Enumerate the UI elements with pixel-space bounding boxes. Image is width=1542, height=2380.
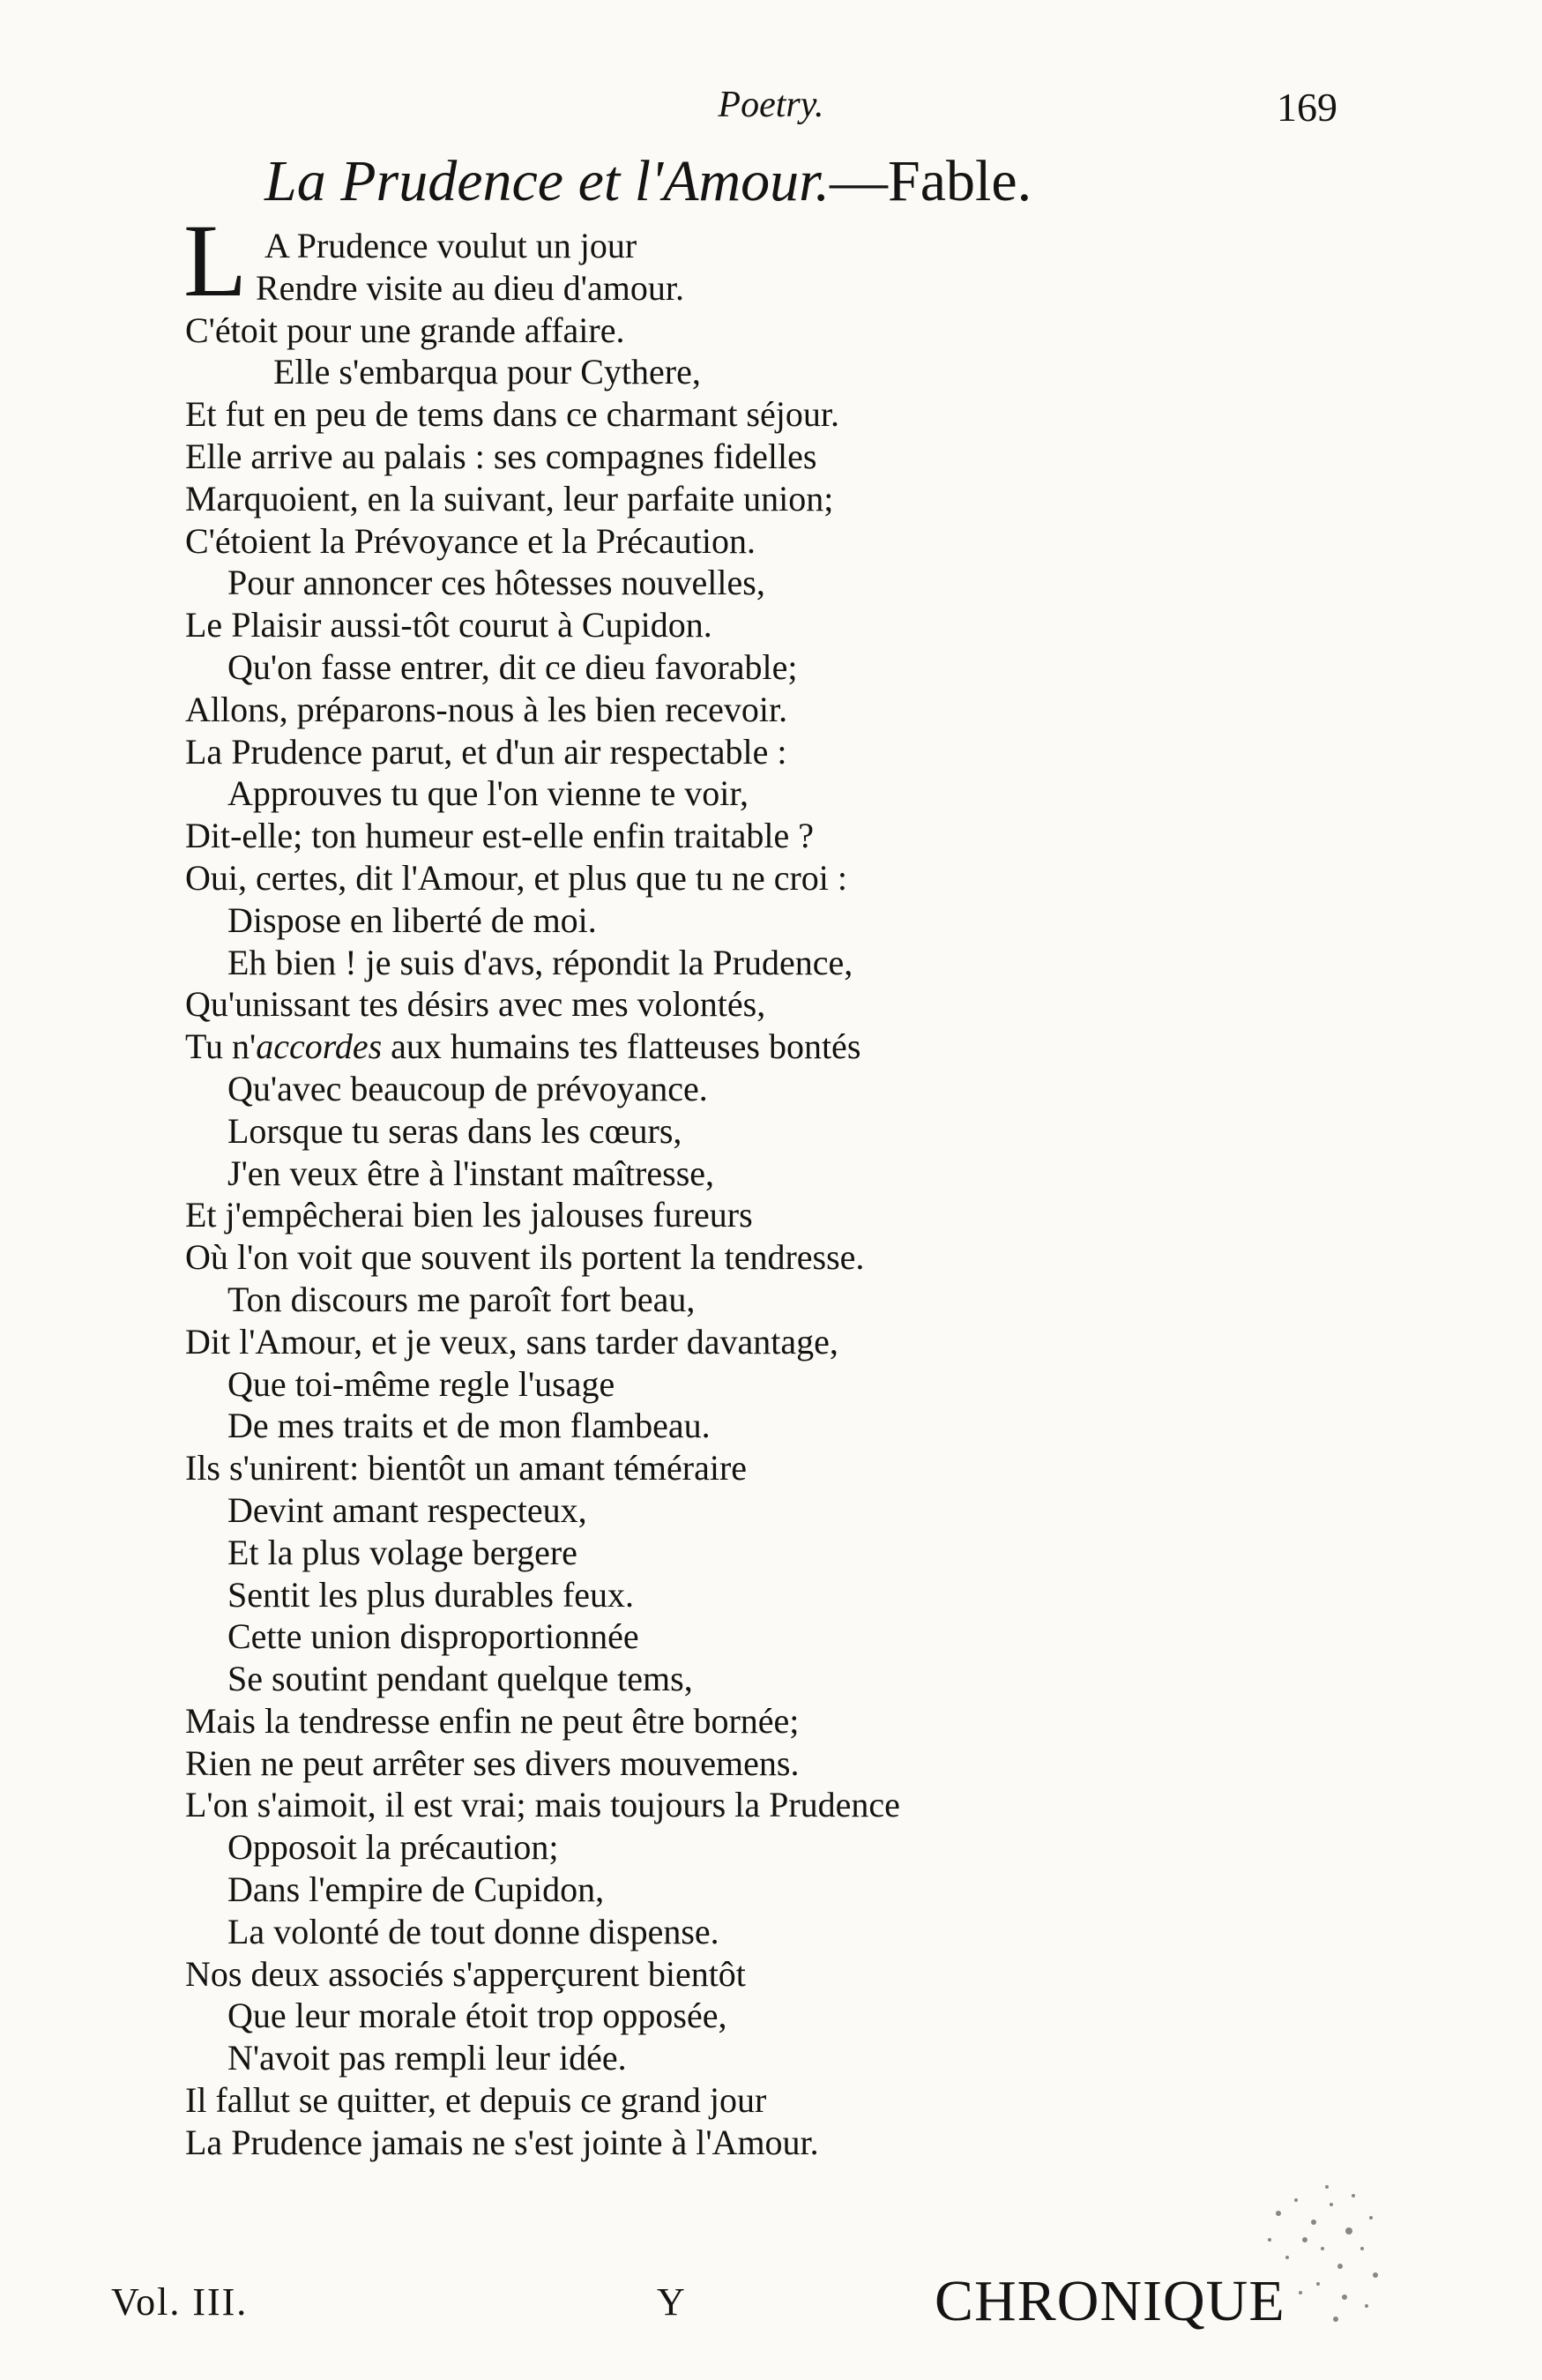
poem-line: Opposoit la précaution; [227, 1827, 559, 1868]
poem-line: Se soutint pendant quelque tems, [227, 1659, 693, 1699]
poem-line: L'on s'aimoit, il est vrai; mais toujours la Prudence [185, 1785, 900, 1825]
poem-line: Et la plus volage bergere [227, 1532, 577, 1572]
poem-line: Eh bien ! je suis d'avs, répondit la Prudence, [227, 942, 853, 982]
poem-line: Tu n'accordes aux humains tes flatteuses bontés [185, 1026, 861, 1067]
poem-line: Dispose en liberté de moi. [227, 899, 597, 940]
poem-line: Ton discours me paroît fort beau, [227, 1279, 696, 1319]
poem-line: De mes traits et de mon flambeau. [227, 1406, 711, 1446]
poem-line: Dans l'empire de Cupidon, [227, 1869, 605, 1910]
poem-line: Qu'unissant tes désirs avec mes volontés, [185, 984, 766, 1025]
poem-line: La volonté de tout donne dispense. [227, 1911, 719, 1951]
ink-speckle-decoration [1146, 2116, 1411, 2346]
poem-line: La Prudence parut, et d'un air respectable : [185, 731, 787, 772]
poem-line: A Prudence voulut un jour [264, 226, 637, 265]
drop-cap: L [183, 203, 248, 318]
poem-line: Pour annoncer ces hôtesses nouvelles, [227, 563, 765, 603]
poem-title-main: La Prudence et l'Amour. [264, 149, 831, 213]
poem-line: Cette union disproportionnée [227, 1616, 639, 1657]
poem-line: Devint amant respecteux, [227, 1489, 587, 1530]
poem-line: Qu'avec beaucoup de prévoyance. [227, 1068, 708, 1108]
poem-line: Nos deux associés s'apperçurent bientôt [185, 1953, 746, 1994]
poem-line: Et fut en peu de tems dans ce charmant séjour. [185, 394, 839, 435]
poem-line: Allons, préparons-nous à les bien recevoir. [185, 689, 788, 729]
poem-line: Rendre visite au dieu d'amour. [256, 267, 684, 308]
poem-title-suffix: —Fable. [830, 149, 1032, 213]
volume-mark: Vol. III. [111, 2280, 249, 2324]
italic-word: accordes [256, 1026, 383, 1067]
poem-line: Qu'on fasse entrer, dit ce dieu favorable; [227, 646, 798, 687]
catchword: CHRONIQUE [935, 2269, 1285, 2333]
poem-line: Rien ne peut arrêter ses divers mouvemens. [185, 1742, 800, 1783]
poem-line: Le Plaisir aussi-tôt courut à Cupidon. [185, 605, 712, 645]
poem-line: Marquoient, en la suivant, leur parfaite union; [185, 478, 834, 519]
poem-line: Ils s'unirent: bientôt un amant téméraire [185, 1448, 748, 1488]
poem-title [264, 148, 1032, 215]
signature-mark: Y [657, 2280, 685, 2324]
poem-line: Il fallut se quitter, et depuis ce grand jour [185, 2080, 767, 2121]
poem-line: Elle s'embarqua pour Cythere, [273, 352, 701, 392]
poem-line: C'étoit pour une grande affaire. [185, 310, 625, 350]
poem-line: La Prudence jamais ne s'est jointe à l'Amour. [185, 2122, 819, 2162]
poem-line: Lorsque tu seras dans les cœurs, [227, 1110, 682, 1151]
poem-line: J'en veux être à l'instant maîtresse, [227, 1153, 715, 1193]
poem-line: Que toi-même regle l'usage [227, 1363, 615, 1404]
poem-line: C'étoient la Prévoyance et la Précaution. [185, 520, 756, 561]
poem-line: Où l'on voit que souvent ils portent la tendresse. [185, 1237, 865, 1278]
poem-line: Elle arrive au palais : ses compagnes fidelles [185, 436, 817, 476]
poem-line: Dit l'Amour, et je veux, sans tarder davantage, [185, 1321, 838, 1362]
poem-body [185, 225, 1358, 2164]
poem-line: Et j'empêcherai bien les jalouses fureurs [185, 1195, 753, 1235]
page-number: 169 [1277, 85, 1337, 130]
poem-line: Mais la tendresse enfin ne peut être bornée; [185, 1700, 800, 1741]
poem-line: Approuves tu que l'on vienne te voir, [227, 773, 749, 814]
poem-line: Sentit les plus durables feux. [227, 1574, 635, 1615]
poem-line: N'avoit pas rempli leur idée. [227, 2038, 627, 2078]
poem-line: Dit-elle; ton humeur est-elle enfin traitable ? [185, 816, 815, 856]
poem-line: Oui, certes, dit l'Amour, et plus que tu ne croi : [185, 857, 847, 898]
running-head: Poetry. [718, 85, 824, 125]
poem-line: Que leur morale étoit trop opposée, [227, 1996, 727, 2036]
